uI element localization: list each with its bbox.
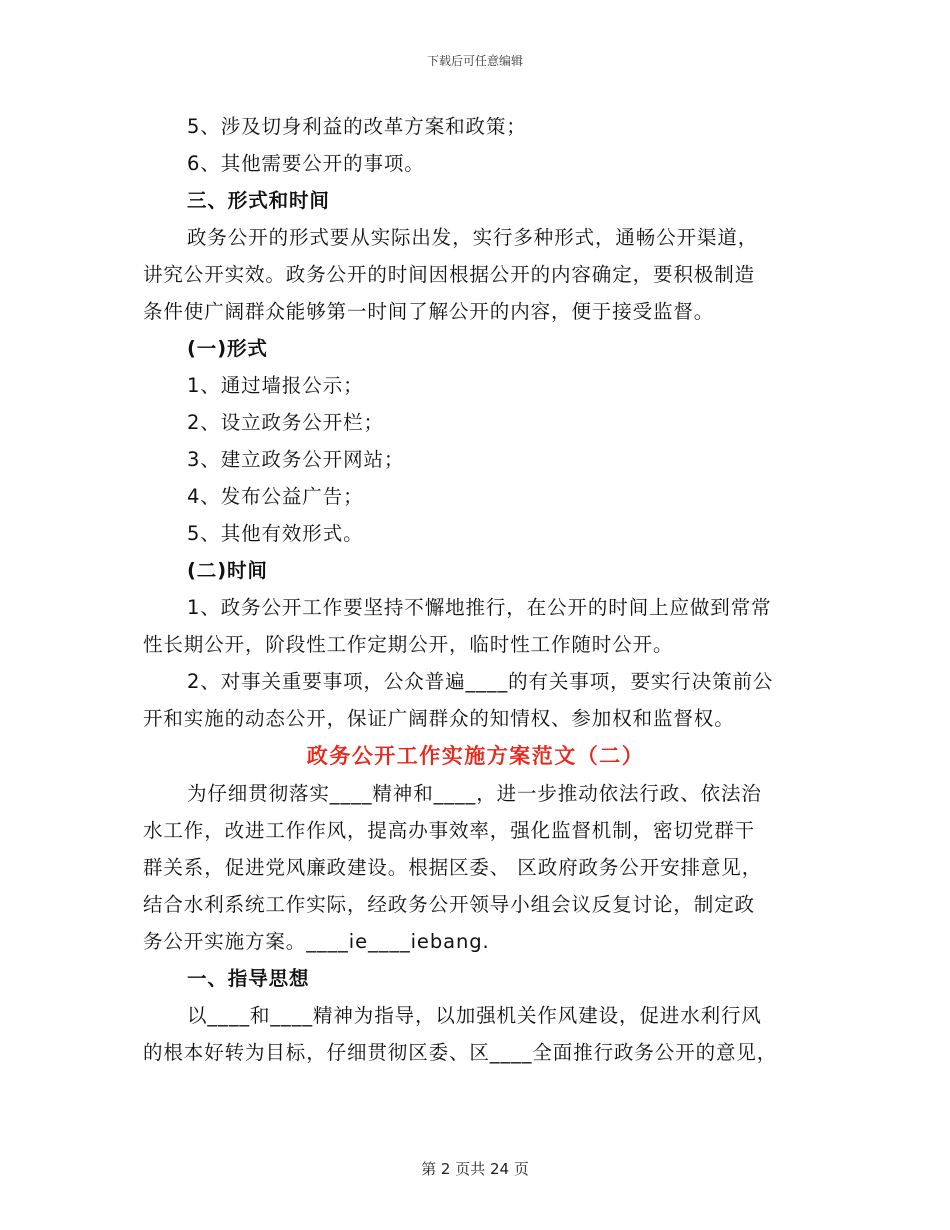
paragraph-line: 2、对事关重要事项，公众普遍____的有关事项，要实行决策前公 — [187, 670, 774, 693]
section-heading: 一、指导思想 — [187, 967, 310, 990]
paragraph-line: 结合水利系统工作实际，经政务公开领导小组会议反复讨论，制定政 — [143, 893, 756, 916]
list-item: 5、涉及切身利益的改革方案和政策； — [187, 115, 527, 138]
paragraph-line: 群关系，促进党风廉政建设。根据区委、 区政府政务公开安排意见， — [143, 856, 763, 879]
list-item: 6、其他需要公开的事项。 — [187, 152, 425, 175]
subsection-heading: (二)时间 — [187, 559, 268, 582]
page-header: 下载后可任意编辑 — [426, 54, 523, 68]
paragraph-line: 的根本好转为目标，仔细贯彻区委、区____全面推行政务公开的意见， — [143, 1041, 778, 1064]
paragraph-line: 务公开实施方案。____ie____iebang. — [143, 930, 490, 953]
page-footer: 第 2 页共 24 页 — [421, 1160, 529, 1178]
paragraph-line: 为仔细贯彻落实____精神和____，进一步推动依法行政、依法治 — [187, 782, 762, 805]
paragraph-line: 1、政务公开工作要坚持不懈地推行，在公开的时间上应做到常常 — [187, 596, 772, 619]
paragraph-line: 性长期公开，阶段性工作定期公开，临时性工作随时公开。 — [143, 633, 674, 656]
document-body — [143, 108, 808, 1071]
section-heading: 三、形式和时间 — [187, 189, 330, 212]
paragraph-line: 讲究公开实效。政务公开的时间因根据公开的内容确定，要积极制造 — [143, 263, 756, 286]
list-item: 1、通过墙报公示； — [187, 374, 364, 397]
paragraph-line: 以____和____精神为指导，以加强机关作风建设，促进水利行风 — [187, 1004, 762, 1027]
list-item: 4、发布公益广告； — [187, 485, 364, 508]
paragraph-line: 政务公开的形式要从实际出发，实行多种形式，通畅公开渠道， — [187, 226, 759, 249]
document-title: 政务公开工作实施方案范文（二） — [306, 744, 645, 768]
list-item: 5、其他有效形式。 — [187, 522, 364, 545]
paragraph-line: 开和实施的动态公开，保证广阔群众的知情权、参加权和监督权。 — [143, 707, 735, 730]
paragraph-line: 水工作，改进工作作风，提高办事效率，强化监督机制，密切党群干 — [143, 819, 756, 842]
list-item: 3、建立政务公开网站； — [187, 448, 405, 471]
paragraph-line: 条件使广阔群众能够第一时间了解公开的内容，便于接受监督。 — [143, 300, 715, 323]
list-item: 2、设立政务公开栏； — [187, 411, 384, 434]
subsection-heading: (一)形式 — [187, 337, 268, 360]
